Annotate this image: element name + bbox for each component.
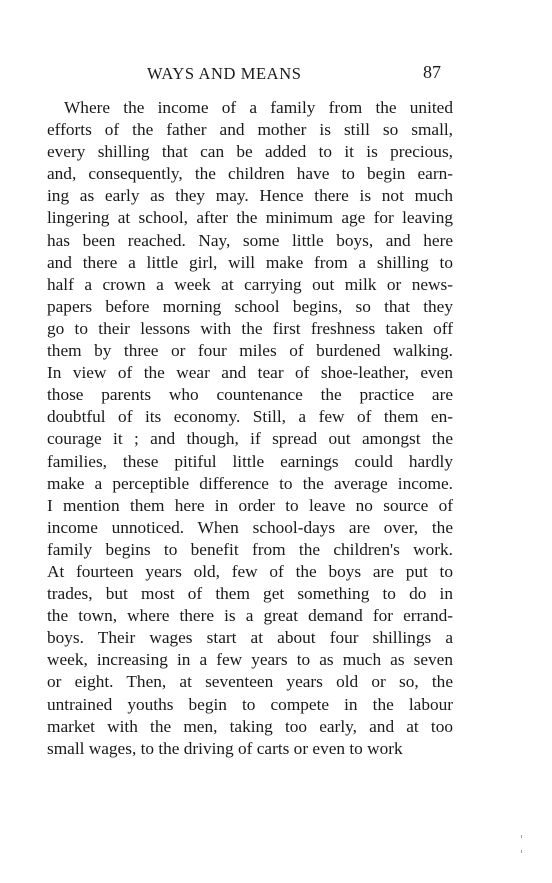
- text-line: or eight. Then, at seventeen years old or so, the: [47, 672, 453, 692]
- text-line: ing as early as they may. Hence there is not much: [47, 186, 453, 206]
- text-line: make a perceptible difference to the average income.: [47, 473, 453, 493]
- text-line: Where the income of a family from the united: [64, 98, 453, 117]
- page-number: 87: [423, 62, 441, 82]
- text-line: small wages, to the driving of carts or even to work: [47, 738, 403, 758]
- text-line: half a crown a week at carrying out milk or news-: [47, 274, 453, 294]
- text-line: In view of the wear and tear of shoe-leather, even: [47, 363, 453, 383]
- text-line: I mention them here in order to leave no source of: [47, 495, 453, 515]
- text-line: efforts of the father and mother is still so small,: [47, 120, 453, 140]
- text-line: At fourteen years old, few of the boys are put to: [47, 561, 453, 581]
- text-line: family begins to benefit from the children's work.: [47, 539, 453, 559]
- text-line: untrained youths begin to compete in the labour: [47, 694, 453, 714]
- text-line: those parents who countenance the practice are: [47, 385, 453, 405]
- text-line: families, these pitiful little earnings could hardly: [47, 451, 453, 471]
- text-line: week, increasing in a few years to as much as seven: [47, 650, 453, 670]
- text-line: every shilling that can be added to it is precious,: [47, 142, 453, 162]
- body-paragraph: [47, 97, 453, 760]
- text-line: and there a little girl, will make from a shilling to: [47, 252, 453, 272]
- text-line: courage it ; and though, if spread out amongst the: [47, 429, 453, 449]
- scan-speck: [521, 835, 522, 838]
- text-line: income unnoticed. When school-days are over, the: [47, 517, 453, 537]
- text-line: them by three or four miles of burdened walking.: [47, 341, 453, 361]
- text-line: boys. Their wages start at about four shillings a: [47, 628, 453, 648]
- text-line: has been reached. Nay, some little boys, and here: [47, 230, 453, 250]
- text-line: doubtful of its economy. Still, a few of them en-: [47, 407, 453, 427]
- running-title: WAYS AND MEANS: [147, 64, 302, 83]
- text-line: market with the men, taking too early, and at too: [47, 716, 453, 736]
- text-line: papers before morning school begins, so that they: [47, 296, 453, 316]
- text-line: lingering at school, after the minimum age for leaving: [47, 208, 453, 228]
- text-line: and, consequently, the children have to begin earn-: [47, 164, 453, 184]
- text-line: the town, where there is a great demand for errand-: [47, 606, 453, 626]
- text-line: trades, but most of them get something to do in: [47, 584, 453, 604]
- scan-speck: [521, 850, 522, 853]
- text-line: go to their lessons with the first freshness taken off: [47, 318, 453, 338]
